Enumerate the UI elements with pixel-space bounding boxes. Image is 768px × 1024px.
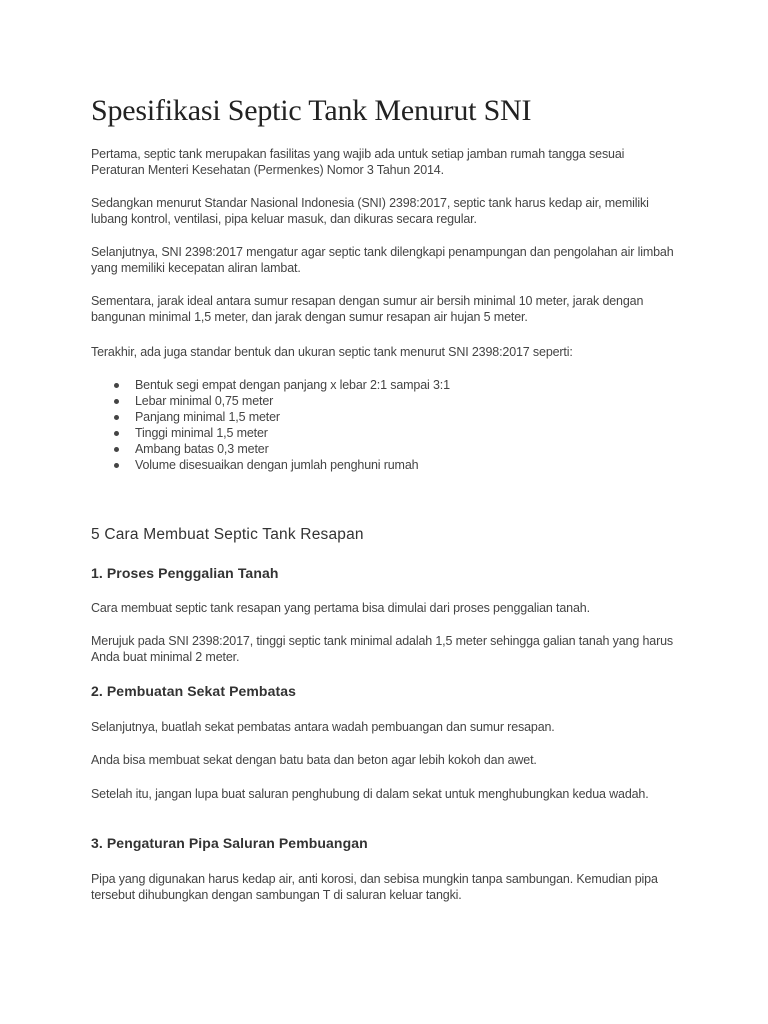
- step-3-paragraph-1: Pipa yang digunakan harus kedap air, anti korosi, dan sebisa mungkin tanpa sambungan. Kemudian pipa tersebut dihubungkan dengan sambungan T di saluran keluar tangki.: [91, 872, 658, 903]
- list-item: [91, 409, 450, 425]
- intro-paragraph-5: Terakhir, ada juga standar bentuk dan ukuran septic tank menurut SNI 2398:2017 seperti:: [91, 345, 573, 359]
- step-2-heading: 2. Pembuatan Sekat Pembatas: [91, 683, 297, 699]
- step-2-paragraph-3: Setelah itu, jangan lupa buat saluran penghubung di dalam sekat untuk menghubungkan kedua wadah.: [91, 787, 649, 801]
- list-item: [91, 425, 450, 441]
- list-item-text: Panjang minimal 1,5 meter: [135, 410, 280, 424]
- intro-paragraph-3: Selanjutnya, SNI 2398:2017 mengatur agar septic tank dilengkapi penampungan dan pengolahan air limbah yang memiliki kecepatan aliran lambat.: [91, 245, 674, 276]
- list-item-text: Bentuk segi empat dengan panjang x lebar 2:1 sampai 3:1: [135, 378, 450, 392]
- section-title: 5 Cara Membuat Septic Tank Resapan: [91, 526, 364, 543]
- list-item-text: Lebar minimal 0,75 meter: [135, 394, 274, 408]
- intro-paragraph-2: Sedangkan menurut Standar Nasional Indonesia (SNI) 2398:2017, septic tank harus kedap air, memiliki lubang kontrol, ventilasi, pipa keluar masuk, dan dikuras secara regular.: [91, 196, 649, 227]
- page-title: Spesifikasi Septic Tank Menurut SNI: [91, 94, 532, 127]
- step-1-heading: 1. Proses Penggalian Tanah: [91, 565, 279, 581]
- bullet-icon: [114, 415, 119, 420]
- list-item-text: Tinggi minimal 1,5 meter: [135, 426, 268, 440]
- spec-list: [91, 377, 450, 473]
- list-item: [91, 457, 450, 473]
- bullet-icon: [114, 399, 119, 404]
- step-1-paragraph-1: Cara membuat septic tank resapan yang pertama bisa dimulai dari proses penggalian tanah.: [91, 601, 590, 615]
- list-item-text: Ambang batas 0,3 meter: [135, 442, 269, 456]
- list-item-text: Volume disesuaikan dengan jumlah penghuni rumah: [135, 458, 419, 472]
- bullet-icon: [114, 431, 119, 436]
- step-3-heading: 3. Pengaturan Pipa Saluran Pembuangan: [91, 835, 368, 851]
- list-item: [91, 393, 450, 409]
- step-1-paragraph-2: Merujuk pada SNI 2398:2017, tinggi septic tank minimal adalah 1,5 meter sehingga galian tanah yang harus Anda buat minimal 2 meter.: [91, 634, 674, 665]
- list-item: [91, 441, 450, 457]
- bullet-icon: [114, 447, 119, 452]
- intro-paragraph-4: Sementara, jarak ideal antara sumur resapan dengan sumur air bersih minimal 10 meter, jarak dengan bangunan minimal 1,5 meter, dan jarak dengan sumur resapan air hujan 5 meter.: [91, 294, 644, 325]
- step-2-paragraph-2: Anda bisa membuat sekat dengan batu bata dan beton agar lebih kokoh dan awet.: [91, 753, 537, 767]
- bullet-icon: [114, 463, 119, 468]
- bullet-icon: [114, 383, 119, 388]
- intro-paragraph-1: Pertama, septic tank merupakan fasilitas yang wajib ada untuk setiap jamban rumah tangga sesuai Peraturan Menteri Kesehatan (Permenkes) Nomor 3 Tahun 2014.: [91, 147, 625, 178]
- step-2-paragraph-1: Selanjutnya, buatlah sekat pembatas antara wadah pembuangan dan sumur resapan.: [91, 720, 555, 734]
- list-item: [91, 377, 450, 393]
